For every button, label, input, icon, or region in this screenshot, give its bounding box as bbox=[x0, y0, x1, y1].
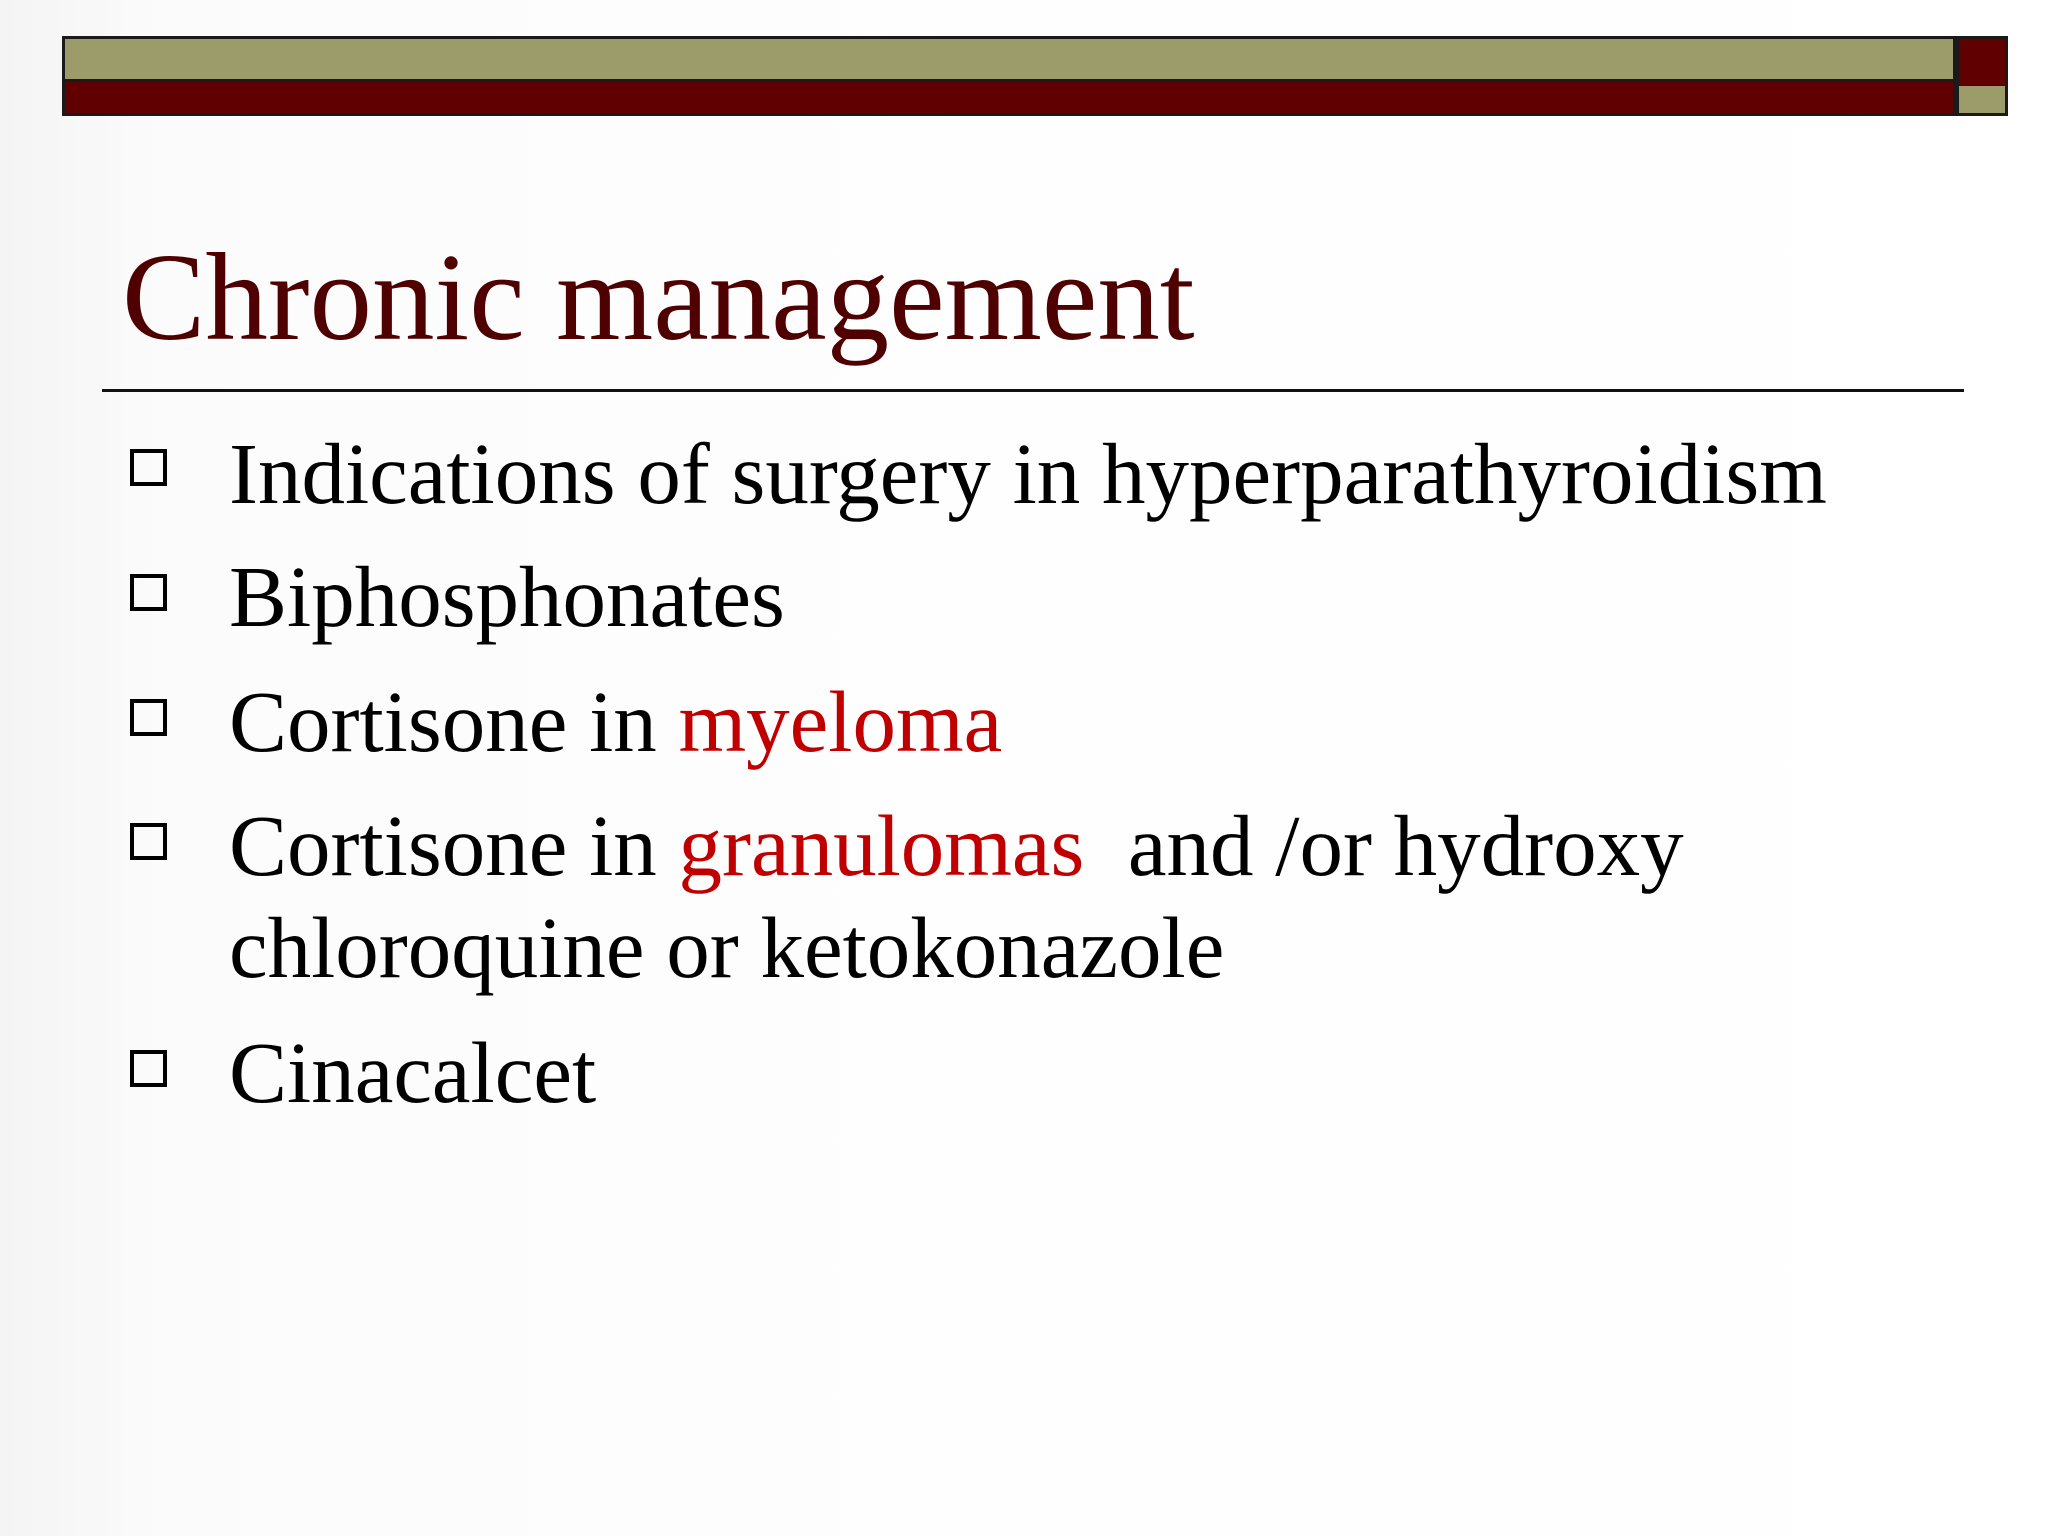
square-bullet-icon bbox=[130, 823, 167, 860]
square-bullet-icon bbox=[130, 574, 167, 611]
header-corner-maroon bbox=[1956, 36, 2008, 88]
bullet-text: Indications of surgery in hyperparathyroidism bbox=[229, 425, 1827, 522]
header-bar-olive bbox=[62, 36, 1956, 82]
bullet-text bbox=[229, 671, 1002, 773]
bullet-text bbox=[229, 795, 1684, 897]
bullet-text-continuation: chloroquine or ketokonazole bbox=[229, 899, 1225, 996]
title-divider bbox=[102, 389, 1964, 392]
square-bullet-icon bbox=[130, 699, 167, 736]
header-corner-olive bbox=[1956, 86, 2008, 116]
square-bullet-icon bbox=[130, 449, 167, 486]
square-bullet-icon bbox=[130, 1050, 167, 1087]
highlight-myeloma: myeloma bbox=[678, 673, 1003, 770]
bullet-text: Biphosphonates bbox=[229, 548, 785, 645]
slide-title: Chronic management bbox=[122, 229, 1195, 367]
bullet-text: Cinacalcet bbox=[229, 1024, 597, 1121]
header-bar-maroon bbox=[62, 82, 1956, 116]
bullet-text-suffix: and /or hydroxy bbox=[1084, 797, 1684, 894]
highlight-granulomas: granulomas bbox=[678, 797, 1085, 894]
bullet-text-prefix: Cortisone in bbox=[229, 797, 679, 894]
bullet-text-prefix: Cortisone in bbox=[229, 673, 679, 770]
